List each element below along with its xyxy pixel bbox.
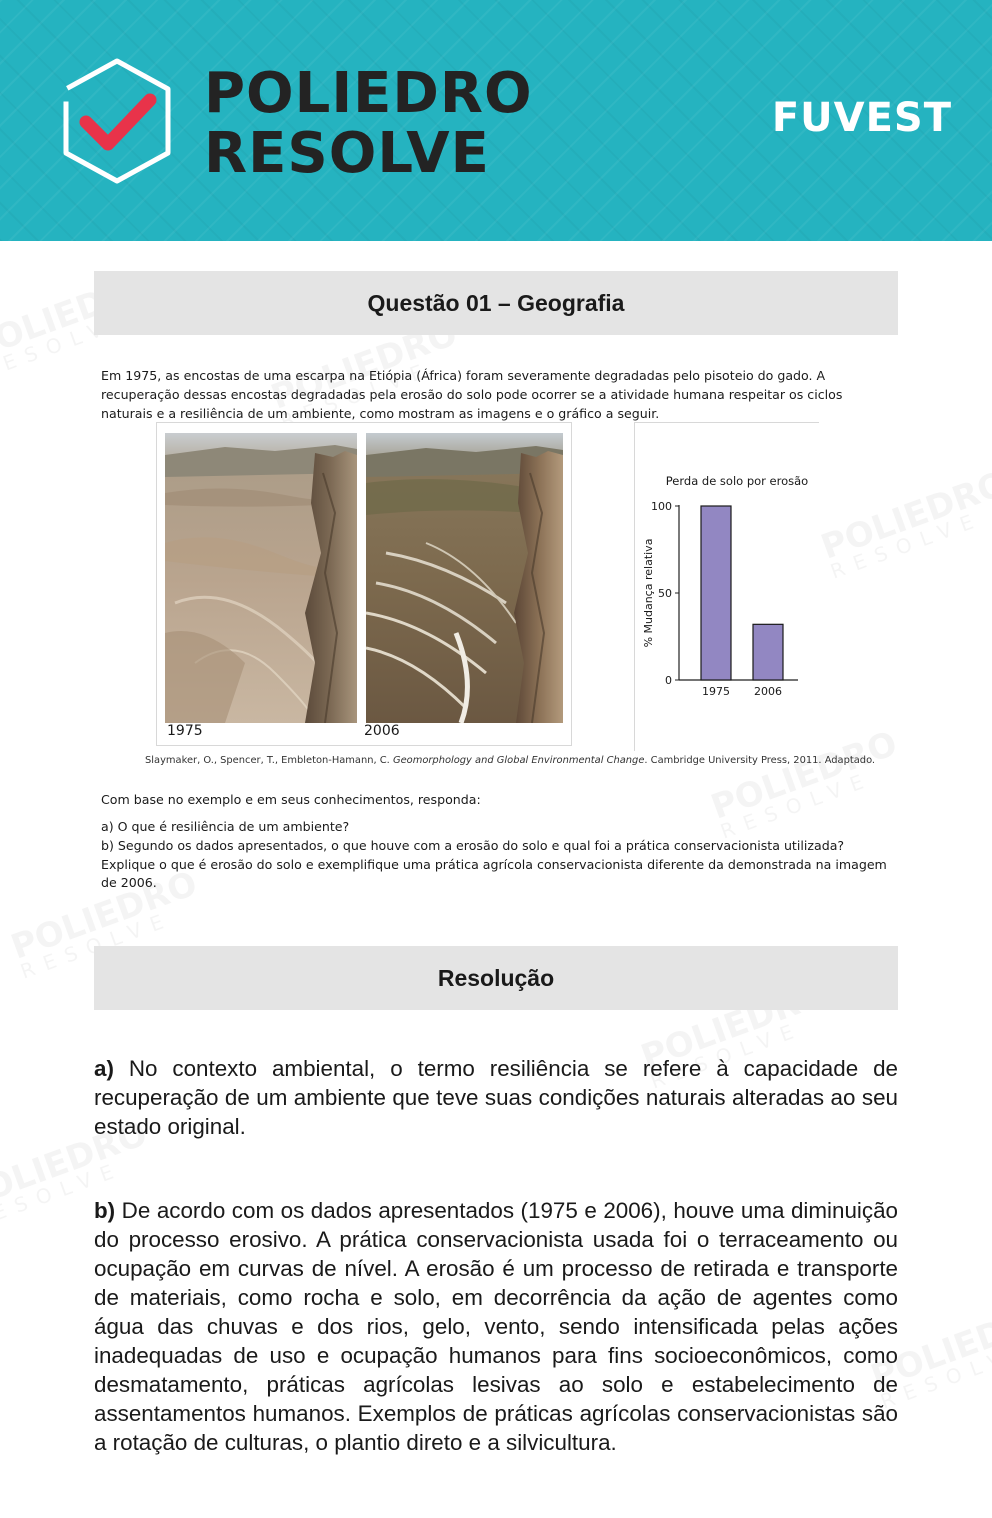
chart-y-axis-label: % Mudança relativa xyxy=(642,538,655,648)
exam-name: FUVEST xyxy=(771,95,952,141)
chart-x-tick-label: 1975 xyxy=(702,685,730,698)
answer-b-text: De acordo com os dados apresentados (1975 e 2006), houve uma diminuição do processo erosivo. A prática conservacionista usada foi o terraceamento ou ocupação em curvas de nível. A erosão é um processo de retirada e transporte de materiais, como rocha e solo, em decorrência da ação de agentes como água das chuvas e dos rios, gelo, vento, sendo intensificada pelas ações inadequadas de uso e ocupação humanos para fins socioeconômicos, como desmatamento, práticas agrícolas lesivas ao solo e estabelecimento de assentamentos humanos. Exemplos de práticas agrícolas conservacionistas são a rotação de culturas, o plantio direto e a silvicultura. xyxy=(94,1198,898,1455)
photo-comparison xyxy=(156,422,572,746)
answer-a xyxy=(94,1054,898,1141)
chart-y-tick-label: 50 xyxy=(658,587,672,600)
brand-name-line1: POLIEDRO xyxy=(204,61,533,126)
source-reference: Slaymaker, O., Spencer, T., Embleton-Hamann, C. Geomorphology and Global Environmental Change. Cambridge University Press, 2011. Adaptado. xyxy=(145,755,876,766)
photo-label-2006: 2006 xyxy=(364,723,400,739)
chart-title: Perda de solo por erosão xyxy=(665,474,809,488)
answer-a-label: a) xyxy=(94,1056,114,1081)
question-title-bar: Questão 01 – Geografia xyxy=(94,271,898,335)
chart-x-tick-label: 2006 xyxy=(754,685,782,698)
photo-label-1975: 1975 xyxy=(167,723,203,739)
chart-y-tick-label: 100 xyxy=(651,500,672,513)
photo-2006 xyxy=(366,433,563,723)
question-prompt: Com base no exemplo e em seus conhecimentos, responda: xyxy=(101,792,481,807)
chart-bar xyxy=(701,506,731,680)
question-intro: Em 1975, as encostas de uma escarpa na Etiópia (África) foram severamente degradadas pelo pisoteio do gado. A recuperação dessas encostas degradadas pela erosão do solo pode ocorrer se a atividade humana respeitar os ciclos naturais e a resiliência de um ambiente, como mostram as imagens e o gráfico a seguir. xyxy=(101,368,843,421)
answer-a-text: No contexto ambiental, o termo resiliência se refere à capacidade de recuperação de um ambiente que teve suas condições naturais alteradas ao seu estado original. xyxy=(94,1056,898,1139)
resolution-title-bar: Resolução xyxy=(94,946,898,1010)
checkmark-hexagon-icon xyxy=(56,56,178,186)
photo-1975 xyxy=(165,433,357,723)
answer-b xyxy=(94,1196,898,1457)
watermark xyxy=(818,468,992,580)
chart-y-tick-label: 0 xyxy=(665,674,672,687)
question-item-a: a) O que é resiliência de um ambiente? xyxy=(101,819,350,834)
chart-bar xyxy=(753,624,783,680)
brand-name-line2: RESOLVE xyxy=(204,121,490,186)
question-item-b: b) Segundo os dados apresentados, o que houve com a erosão do solo e qual foi a prática conservacionista utilizada? Explique o que é erosão do solo e exemplifique uma prática agrícola conservacionista diferente da demonstrada na imagem de 2006. xyxy=(101,837,887,891)
question-items xyxy=(101,818,897,893)
header-banner xyxy=(0,0,992,241)
soil-loss-chart xyxy=(634,422,818,752)
answer-b-label: b) xyxy=(94,1198,116,1223)
